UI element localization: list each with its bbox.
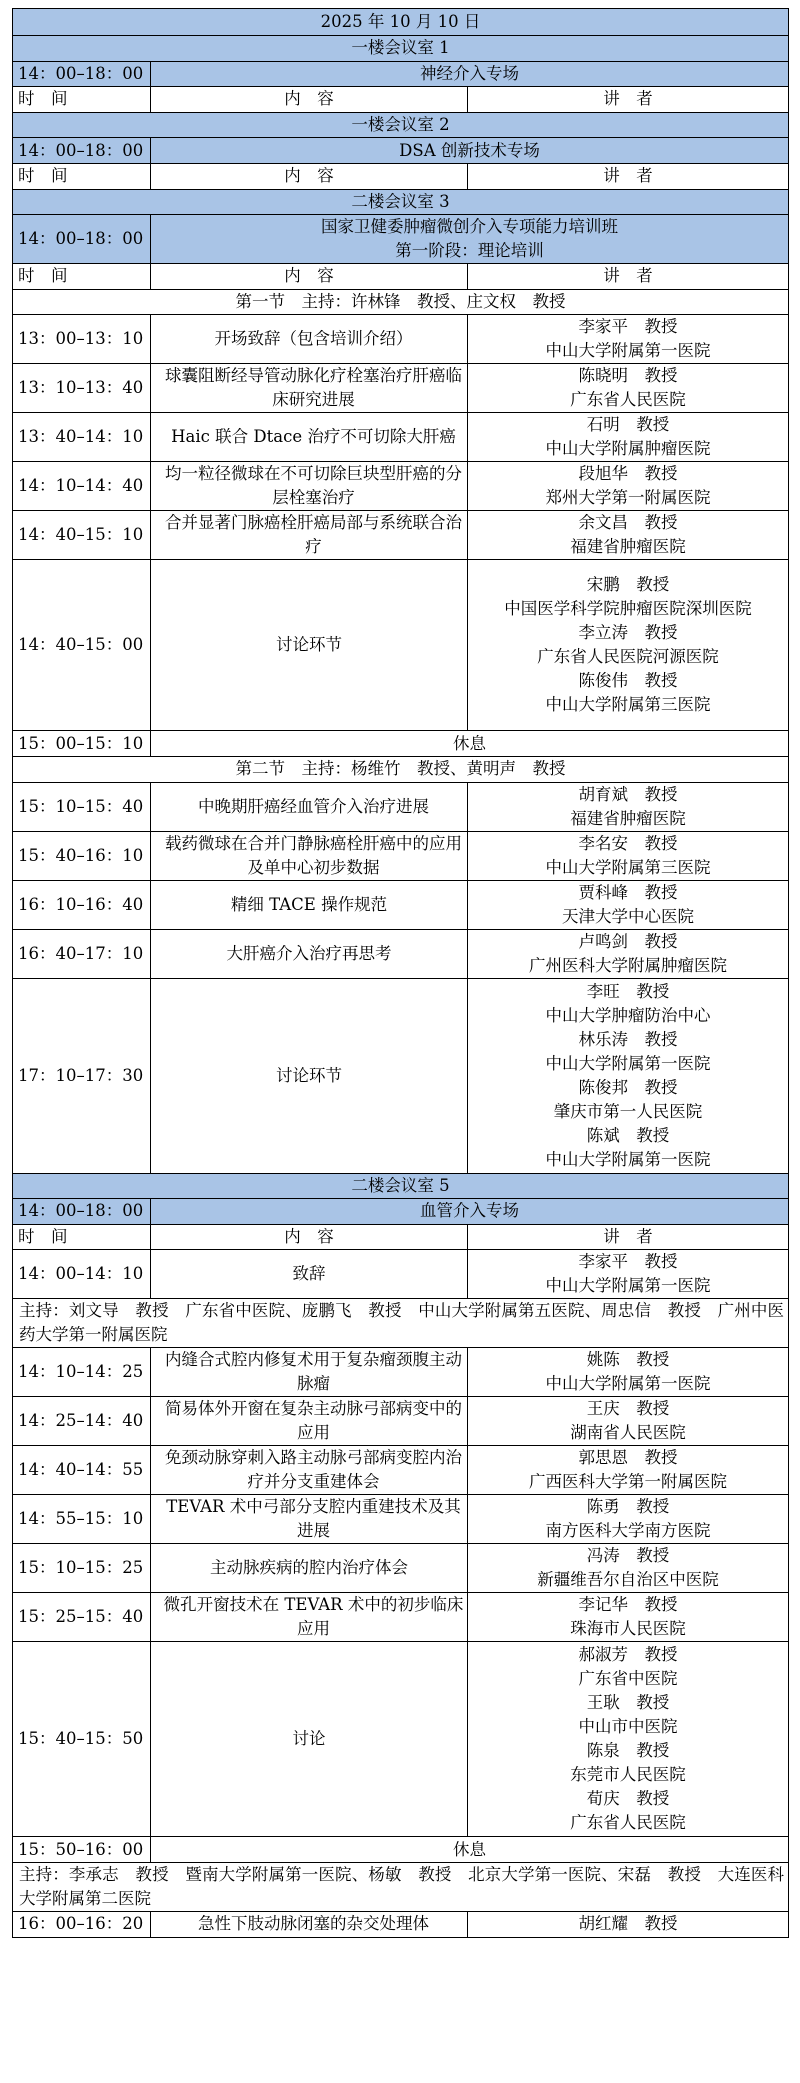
talk-time-text: 14：40–15：10 <box>18 525 144 545</box>
talk-row <box>13 1495 789 1544</box>
talk-speaker <box>468 929 789 978</box>
talk-row <box>13 315 789 364</box>
talk-speaker-line: 中山大学附属第一医院 <box>545 1374 711 1394</box>
talk-speaker-line: 陈晓明 教授 <box>578 366 678 386</box>
date-heading <box>13 9 789 36</box>
talk-speaker-line: 肇庆市第一人民医院 <box>553 1101 703 1121</box>
room-r1-slot-row <box>13 61 789 87</box>
talk-speaker-line: 南方医科大学南方医院 <box>545 1521 711 1541</box>
talk-time-text: 14：40–15：00 <box>18 635 144 655</box>
room-topic-text: DSA 创新技术专场 <box>399 140 540 160</box>
talk-time <box>13 929 151 978</box>
header-content <box>151 1224 468 1250</box>
talk-speaker-line: 中山市中医院 <box>578 1717 678 1737</box>
r5-chair1 <box>13 1299 789 1348</box>
break-time-text: 15：50–16：00 <box>18 1839 144 1859</box>
room-topic <box>151 215 789 264</box>
talk-time-text: 13：00–13：10 <box>18 329 144 349</box>
talk-speaker-line: 贾科峰 教授 <box>578 882 678 902</box>
talk-speaker-line: 陈斌 教授 <box>586 1125 670 1145</box>
talk-speaker-line: 李记华 教授 <box>578 1595 678 1615</box>
break-label <box>151 1837 789 1863</box>
talk-speaker-line: 胡育斌 教授 <box>578 784 678 804</box>
header-content-text: 内 容 <box>284 166 334 186</box>
talk-speaker-line: 陈勇 教授 <box>586 1497 670 1517</box>
talk-speaker <box>468 413 789 462</box>
break-time-text: 15：00–15：10 <box>18 733 144 753</box>
header-content <box>151 163 468 189</box>
talk-content-text: 精细 TACE 操作规范 <box>230 894 388 914</box>
talk-row <box>13 1446 789 1495</box>
room-slot <box>13 138 151 164</box>
talk-time <box>13 1250 151 1299</box>
talk-content <box>151 413 468 462</box>
talk-speaker-line: 陈俊邦 教授 <box>578 1077 678 1097</box>
break-label <box>151 731 789 757</box>
r5-chair1-row <box>13 1299 789 1348</box>
room-slot-text: 14：00–18：00 <box>18 229 144 249</box>
talk-content-text: 大肝癌介入治疗再思考 <box>226 943 392 963</box>
talk-speaker <box>468 831 789 880</box>
talk-speaker <box>468 560 789 731</box>
talk-row <box>13 978 789 1173</box>
room-name <box>13 36 789 62</box>
talk-speaker-line: 广东省中医院 <box>578 1669 678 1689</box>
talk-content-text: 合并显著门脉癌栓肝癌局部与系统联合治疗 <box>165 513 462 557</box>
talk-speaker-line: 冯涛 教授 <box>586 1546 670 1566</box>
talk-content <box>151 1348 468 1397</box>
talk-time <box>13 1911 151 1937</box>
header-time-text: 时 间 <box>18 1227 68 1247</box>
talk-speaker <box>468 364 789 413</box>
room-topic <box>151 61 789 87</box>
talk-content-text: 开场致辞（包含培训介绍） <box>214 329 413 349</box>
section1-chair <box>13 289 789 315</box>
talk-content-text: 讨论环节 <box>276 635 342 655</box>
talk-time-text: 13：10–13：40 <box>18 378 144 398</box>
section2-chair <box>13 756 789 782</box>
talk-speaker-line: 中山大学附属第三医院 <box>545 695 711 715</box>
talk-content <box>151 1544 468 1593</box>
header-speaker <box>468 1224 789 1250</box>
header-time-text: 时 间 <box>18 166 68 186</box>
talk-time <box>13 462 151 511</box>
date-row <box>13 9 789 36</box>
talk-content-text: 讨论环节 <box>276 1065 342 1085</box>
talk-content <box>151 1495 468 1544</box>
talk-speaker-line: 东莞市人民医院 <box>570 1765 686 1785</box>
talk-time-text: 14：25–14：40 <box>18 1411 144 1431</box>
talk-speaker <box>468 1642 789 1837</box>
talk-speaker-line: 李家平 教授 <box>578 317 678 337</box>
header-time <box>13 163 151 189</box>
talk-time <box>13 1544 151 1593</box>
room-name-text: 二楼会议室 5 <box>351 1175 450 1195</box>
talk-speaker <box>468 782 789 831</box>
talk-time-text: 14：10–14：40 <box>18 476 144 496</box>
talk-content <box>151 782 468 831</box>
room-r5-slot-row <box>13 1199 789 1225</box>
header-content-text: 内 容 <box>284 1227 334 1247</box>
talk-speaker-line: 王庆 教授 <box>586 1399 670 1419</box>
room-name-text: 二楼会议室 3 <box>351 191 450 211</box>
talk-time-text: 17：10–17：30 <box>18 1065 144 1085</box>
talk-speaker-line: 广东省人民医院 <box>570 1813 686 1833</box>
talk-content-text: TEVAR 术中弓部分支腔内重建技术及其进展 <box>166 1497 461 1541</box>
talk-content <box>151 511 468 560</box>
talk-time-text: 16：10–16：40 <box>18 894 144 914</box>
header-speaker-text: 讲 者 <box>603 1227 653 1247</box>
section1-chair-text: 第一节 主持：许林锋 教授、庄文权 教授 <box>235 292 566 312</box>
talk-speaker <box>468 1495 789 1544</box>
header-content <box>151 87 468 113</box>
section2-chair-text: 第二节 主持：杨维竹 教授、黄明声 教授 <box>235 759 566 779</box>
talk-speaker-line: 荀庆 教授 <box>586 1789 670 1809</box>
header-time <box>13 87 151 113</box>
talk-speaker-line: 卢鸣剑 教授 <box>578 931 678 951</box>
talk-speaker <box>468 1544 789 1593</box>
talk-speaker-line: 天津大学中心医院 <box>562 906 694 926</box>
talk-speaker-line: 中山大学附属肿瘤医院 <box>545 439 711 459</box>
talk-content <box>151 978 468 1173</box>
header-speaker-text: 讲 者 <box>603 266 653 286</box>
talk-time <box>13 413 151 462</box>
talk-content <box>151 1593 468 1642</box>
talk-speaker-line: 陈泉 教授 <box>586 1741 670 1761</box>
talk-speaker <box>468 1446 789 1495</box>
talk-content-text: Haic 联合 Dtace 治疗不可切除大肝癌 <box>171 427 456 447</box>
talk-speaker-line: 珠海市人民医院 <box>570 1619 686 1639</box>
room-r5-title-row <box>13 1173 789 1199</box>
talk-time-text: 16：40–17：10 <box>18 943 144 963</box>
talk-content-text: 免颈动脉穿刺入路主动脉弓部病变腔内治疗并分支重建体会 <box>165 1448 462 1492</box>
talk-content <box>151 462 468 511</box>
room-slot <box>13 1199 151 1225</box>
talk-speaker-line: 中山大学肿瘤防治中心 <box>545 1005 711 1025</box>
talk-time <box>13 1495 151 1544</box>
room-topic <box>151 138 789 164</box>
talk-time-text: 15：40–16：10 <box>18 845 144 865</box>
talk-speaker-line: 中山大学附属第一医院 <box>545 341 711 361</box>
talk-speaker-line: 中山大学附属第一医院 <box>545 1149 711 1169</box>
talk-speaker <box>468 1348 789 1397</box>
schedule-table <box>12 8 789 1938</box>
talk-time <box>13 511 151 560</box>
room-topic-text: 神经介入专场 <box>420 63 519 83</box>
header-content <box>151 264 468 290</box>
talk-speaker <box>468 315 789 364</box>
talk-content-text: 均一粒径微球在不可切除巨块型肝癌的分层栓塞治疗 <box>165 464 462 508</box>
talk-speaker-line: 胡红耀 教授 <box>578 1914 678 1934</box>
r5-chair2 <box>13 1862 789 1911</box>
talk-row <box>13 364 789 413</box>
schedule-body <box>13 9 789 1938</box>
room-name-text: 一楼会议室 1 <box>351 38 450 58</box>
talk-speaker-line: 段旭华 教授 <box>578 464 678 484</box>
room-slot <box>13 215 151 264</box>
talk-row <box>13 511 789 560</box>
room-r3-header-row <box>13 264 789 290</box>
talk-speaker-line: 姚陈 教授 <box>586 1350 670 1370</box>
room-r1-title-row <box>13 36 789 62</box>
talk-content <box>151 880 468 929</box>
talk-content <box>151 315 468 364</box>
talk-speaker-line: 湖南省人民医院 <box>570 1423 686 1443</box>
talk-time <box>13 880 151 929</box>
talk-speaker-line: 林乐涛 教授 <box>578 1029 678 1049</box>
talk-content <box>151 1250 468 1299</box>
talk-content-text: 内缝合式腔内修复术用于复杂瘤颈腹主动脉瘤 <box>165 1350 462 1394</box>
talk-time-text: 15：10–15：40 <box>18 796 144 816</box>
talk-speaker <box>468 880 789 929</box>
room-r3-slot-row <box>13 215 789 264</box>
talk-time-text: 14：00–14：10 <box>18 1264 144 1284</box>
room-topic <box>151 1199 789 1225</box>
talk-speaker-line: 宋鹏 教授 <box>586 575 670 595</box>
talk-content-text: 中晚期肝癌经血管介入治疗进展 <box>198 796 429 816</box>
talk-time <box>13 1593 151 1642</box>
talk-content-text: 载药微球在合并门静脉癌栓肝癌中的应用及单中心初步数据 <box>165 833 462 877</box>
talk-speaker-line: 李家平 教授 <box>578 1252 678 1272</box>
section1-break-row <box>13 731 789 757</box>
header-time <box>13 1224 151 1250</box>
talk-speaker-line: 李立涛 教授 <box>578 623 678 643</box>
talk-row <box>13 782 789 831</box>
talk-speaker-line: 中山大学附属第一医院 <box>545 1053 711 1073</box>
break-time <box>13 731 151 757</box>
room-name <box>13 112 789 138</box>
header-speaker-text: 讲 者 <box>603 89 653 109</box>
talk-speaker <box>468 1911 789 1937</box>
talk-time-text: 14：40–14：55 <box>18 1460 144 1480</box>
r5-chair2-text: 主持：李承志 教授 暨南大学附属第一医院、杨敏 教授 北京大学第一医院、宋磊 教授 大连医科大学附属第二医院 <box>19 1864 785 1908</box>
talk-speaker-line: 陈俊伟 教授 <box>578 671 678 691</box>
room-r2-header-row <box>13 163 789 189</box>
talk-content-text: 致辞 <box>292 1264 326 1284</box>
talk-speaker <box>468 1397 789 1446</box>
header-content-text: 内 容 <box>284 266 334 286</box>
talk-speaker <box>468 1593 789 1642</box>
talk-row <box>13 1911 789 1937</box>
room-topic-line: 第一阶段：理论培训 <box>395 241 544 261</box>
section2-chair-row <box>13 756 789 782</box>
talk-content-text: 球囊阻断经导管动脉化疗栓塞治疗肝癌临床研究进展 <box>165 366 462 410</box>
talk-time-text: 15：25–15：40 <box>18 1607 144 1627</box>
talk-row <box>13 1250 789 1299</box>
talk-content-text: 讨论 <box>292 1729 326 1749</box>
room-topic-text: 血管介入专场 <box>420 1201 519 1221</box>
talk-row <box>13 1642 789 1837</box>
talk-row <box>13 560 789 731</box>
talk-content-text: 微孔开窗技术在 TEVAR 术中的初步临床应用 <box>163 1595 464 1639</box>
talk-speaker-line: 福建省肿瘤医院 <box>570 808 686 828</box>
talk-time-text: 14：55–15：10 <box>18 1509 144 1529</box>
talk-time <box>13 831 151 880</box>
talk-content <box>151 1642 468 1837</box>
header-time <box>13 264 151 290</box>
r5-break-row <box>13 1837 789 1863</box>
header-speaker <box>468 264 789 290</box>
talk-time <box>13 1642 151 1837</box>
header-speaker-text: 讲 者 <box>603 166 653 186</box>
talk-speaker-line: 王耿 教授 <box>586 1693 670 1713</box>
room-name <box>13 189 789 215</box>
room-r5-header-row <box>13 1224 789 1250</box>
talk-time <box>13 560 151 731</box>
talk-time-text: 14：10–14：25 <box>18 1362 144 1382</box>
talk-content <box>151 364 468 413</box>
room-r1-header-row <box>13 87 789 113</box>
room-name <box>13 1173 789 1199</box>
room-r2-title-row <box>13 112 789 138</box>
talk-row <box>13 1544 789 1593</box>
talk-speaker-line: 余文昌 教授 <box>578 513 678 533</box>
talk-content <box>151 1397 468 1446</box>
talk-row <box>13 831 789 880</box>
break-time <box>13 1837 151 1863</box>
talk-row <box>13 1397 789 1446</box>
r5-chair2-row <box>13 1862 789 1911</box>
talk-content-text: 急性下肢动脉闭塞的杂交处理体 <box>198 1914 429 1934</box>
room-slot <box>13 61 151 87</box>
section1-chair-row <box>13 289 789 315</box>
r5-chair1-text: 主持：刘文导 教授 广东省中医院、庞鹏飞 教授 中山大学附属第五医院、周忠信 教授 广州中医药大学第一附属医院 <box>19 1301 785 1345</box>
talk-speaker <box>468 978 789 1173</box>
talk-content <box>151 929 468 978</box>
talk-time-text: 15：40–15：50 <box>18 1729 144 1749</box>
talk-content-text: 简易体外开窗在复杂主动脉弓部病变中的应用 <box>165 1399 462 1443</box>
room-r3-title-row <box>13 189 789 215</box>
talk-content-text: 主动脉疾病的腔内治疗体会 <box>210 1558 408 1578</box>
talk-time <box>13 1397 151 1446</box>
talk-speaker-line: 广西医科大学第一附属医院 <box>529 1472 727 1492</box>
talk-time <box>13 315 151 364</box>
talk-time-text: 13：40–14：10 <box>18 427 144 447</box>
talk-row <box>13 880 789 929</box>
room-slot-text: 14：00–18：00 <box>18 140 144 160</box>
break-label-text: 休息 <box>453 733 486 753</box>
talk-speaker-line: 新疆维吾尔自治区中医院 <box>537 1570 719 1590</box>
break-label-text: 休息 <box>453 1839 486 1859</box>
talk-speaker <box>468 462 789 511</box>
talk-time-text: 15：10–15：25 <box>18 1558 144 1578</box>
talk-time-text: 16：00–16：20 <box>18 1914 144 1934</box>
talk-speaker-line: 李旺 教授 <box>586 981 670 1001</box>
talk-speaker-line: 郝淑芳 教授 <box>578 1645 678 1665</box>
room-topic-line: 国家卫健委肿瘤微创介入专项能力培训班 <box>321 217 618 237</box>
talk-content <box>151 1911 468 1937</box>
talk-speaker-line: 广东省人民医院河源医院 <box>537 647 719 667</box>
talk-speaker-line: 郭思恩 教授 <box>578 1448 678 1468</box>
talk-speaker-line: 中山大学附属第一医院 <box>545 1276 711 1296</box>
room-name-text: 一楼会议室 2 <box>351 115 450 135</box>
talk-row <box>13 1593 789 1642</box>
talk-speaker <box>468 511 789 560</box>
header-speaker <box>468 163 789 189</box>
talk-row <box>13 1348 789 1397</box>
talk-speaker-line: 福建省肿瘤医院 <box>570 537 686 557</box>
talk-content <box>151 1446 468 1495</box>
room-slot-text: 14：00–18：00 <box>18 63 144 83</box>
talk-content <box>151 560 468 731</box>
room-slot-text: 14：00–18：00 <box>18 1201 144 1221</box>
talk-row <box>13 413 789 462</box>
talk-speaker-line: 广东省人民医院 <box>570 390 686 410</box>
talk-speaker-line: 石明 教授 <box>586 415 670 435</box>
talk-row <box>13 929 789 978</box>
header-content-text: 内 容 <box>284 89 334 109</box>
talk-time <box>13 782 151 831</box>
talk-speaker <box>468 1250 789 1299</box>
talk-speaker-line: 郑州大学第一附属医院 <box>545 488 711 508</box>
talk-row <box>13 462 789 511</box>
talk-speaker-line: 广州医科大学附属肿瘤医院 <box>529 955 727 975</box>
talk-time <box>13 1348 151 1397</box>
talk-content <box>151 831 468 880</box>
talk-speaker-line: 李名安 教授 <box>578 833 678 853</box>
talk-time <box>13 364 151 413</box>
talk-time <box>13 1446 151 1495</box>
header-speaker <box>468 87 789 113</box>
talk-time <box>13 978 151 1173</box>
room-r2-slot-row <box>13 138 789 164</box>
talk-speaker-line: 中国医学科学院肿瘤医院深圳医院 <box>504 599 752 619</box>
date-heading-text: 2025 年 10 月 10 日 <box>320 12 481 31</box>
header-time-text: 时 间 <box>18 89 68 109</box>
talk-speaker-line: 中山大学附属第三医院 <box>545 857 711 877</box>
header-time-text: 时 间 <box>18 266 68 286</box>
